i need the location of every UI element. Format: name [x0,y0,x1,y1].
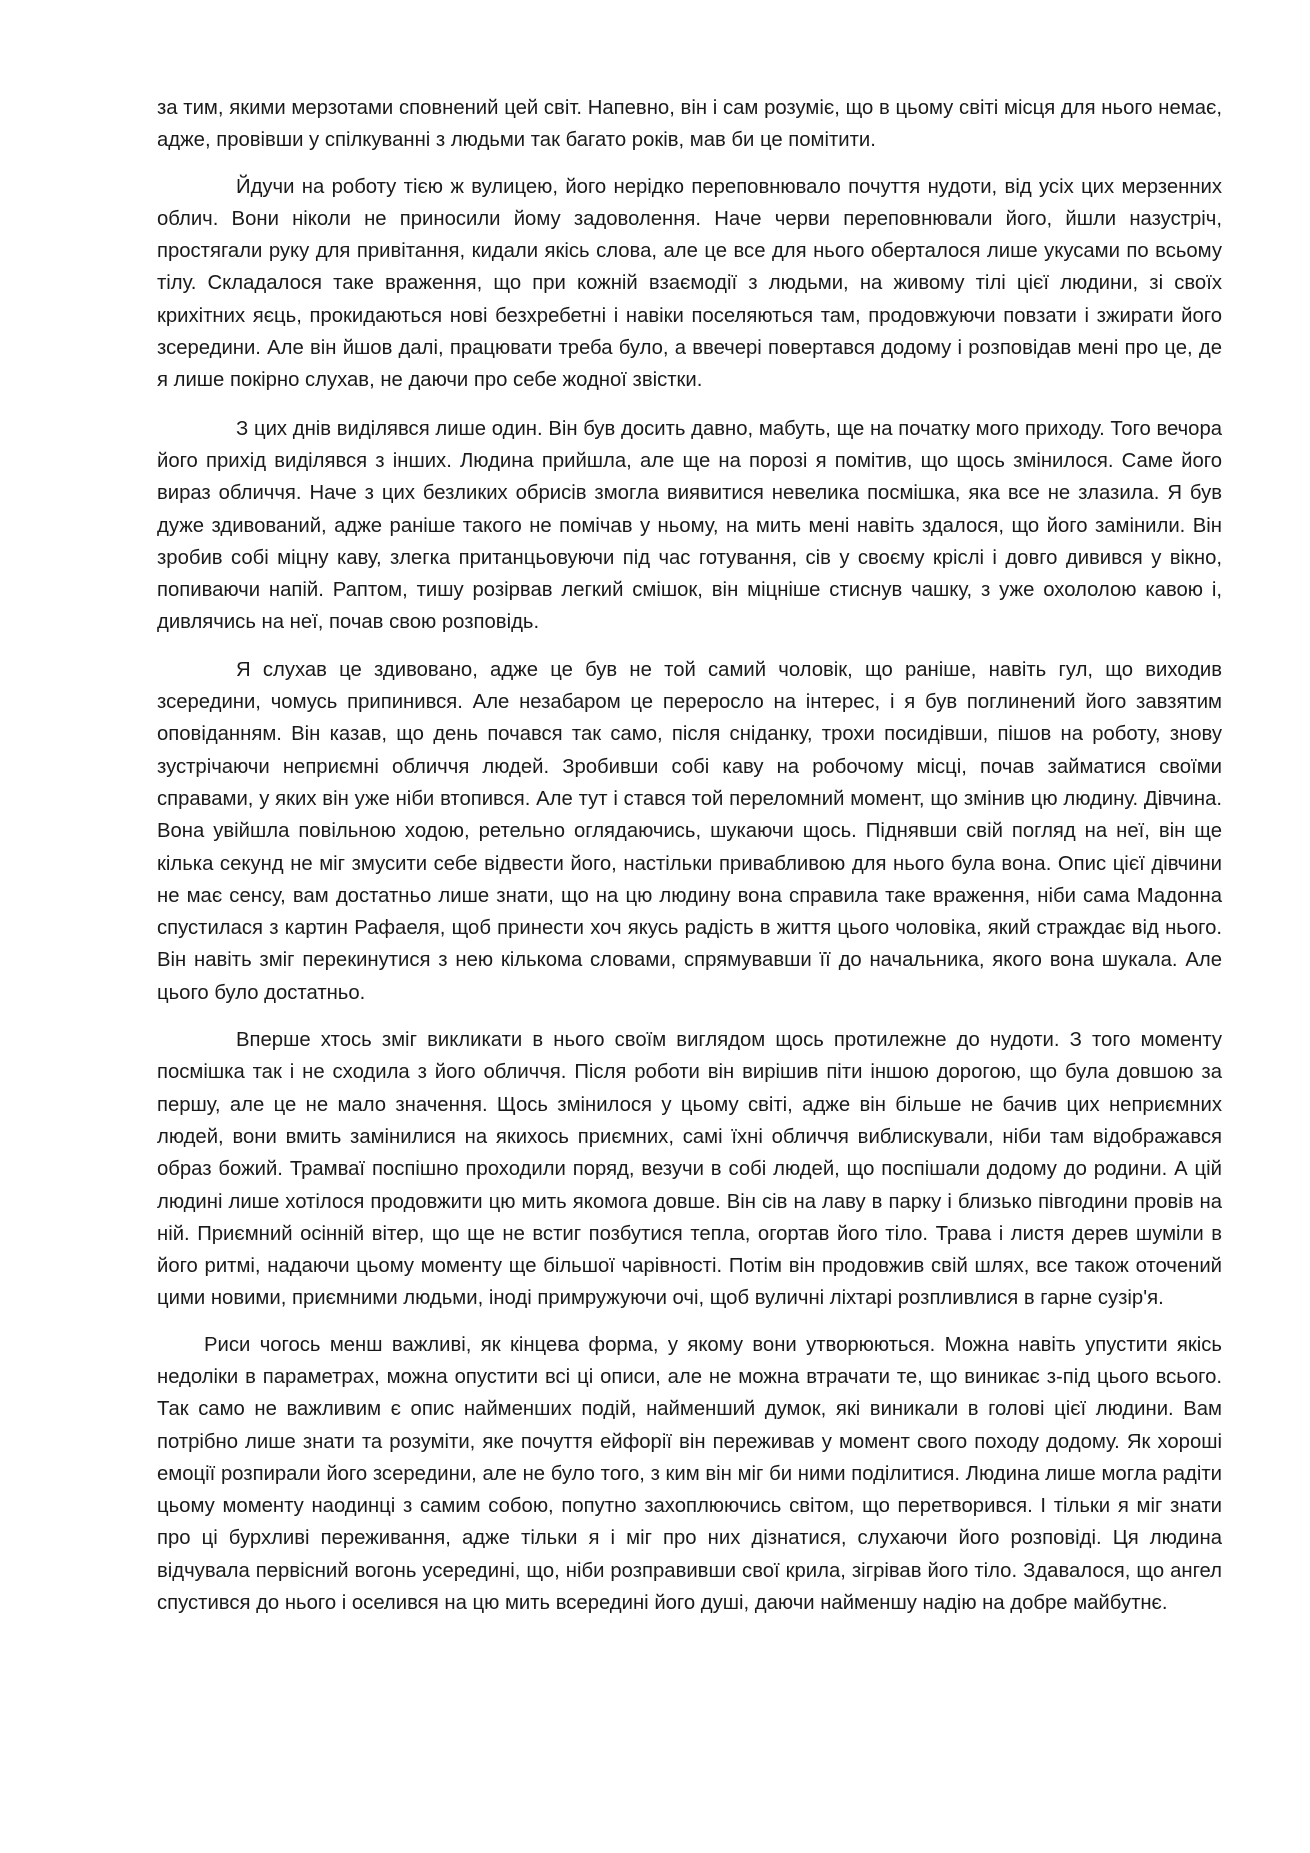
document-page [157,92,1222,1619]
paragraph-2: Йдучи на роботу тією ж вулицею, його нерідко переповнювало почуття нудоти, від усіх цих мерзенних облич. Вони ніколи не приносили йому задоволення. Наче черви переповнювали його, йшли назустріч, простягали руку для привітання, кидали якісь слова, але це все для нього оберталося лише укусами по всьому тілу. Складалося таке враження, що при кожній взаємодії з людьми, на живому тілі цієї людини, зі своїх крихітних яєць, прокидаються нові безхребетні і навіки поселяються там, продовжуючи повзати і зжирати його зсередини. Але він йшов далі, працювати треба було, а ввечері повертався додому і розповідав мені про це, де я лише покірно слухав, не даючи про себе жодної звістки. [157,175,1222,392]
paragraph-5: Вперше хтось зміг викликати в нього своїм виглядом щось протилежне до нудоти. З того моменту посмішка так і не сходила з його обличчя. Після роботи він вирішив піти іншою дорогою, що була довшою за першу, але це не мало значення. Щось змінилося у цьому світі, адже він більше не бачив цих неприємних людей, вони вмить замінилися на якихось приємних, самі їхні обличчя виблискували, ніби там відображався образ божий. Трамваї поспішно проходили поряд, везучи в собі людей, що поспішали додому до родини. А цій людині лише хотілося продовжити цю мить якомога довше. Він сів на лаву в парку і близько півгодини провів на ній. Приємний осінній вітер, що ще не встиг позбутися тепла, огортав його тіло. Трава і листя дерев шуміли в його ритмі, надаючи цьому моменту ще більшої чарівності. Потім він продовжив свій шлях, все також оточений цими новими, приємними людьми, іноді примружуючи очі, щоб вуличні ліхтарі розпливлися в гарне сузір'я. [157,1029,1222,1310]
paragraph-6: Риси чогось менш важливі, як кінцева форма, у якому вони утворюються. Можна навіть упустити якісь недоліки в параметрах, можна опустити всі ці описи, але не можна втрачати те, що виникає з-під цього всього. Так само не важливим є опис найменших подій, найменший думок, які виникали в голові цієї людини. Вам потрібно лише знати та розуміти, яке почуття ейфорії він переживав у момент свого походу додому. Як хороші емоції розпирали його зсередини, але не було того, з ким він міг би ними поділитися. Людина лише могла радіти цьому моменту наодинці з самим собою, попутно захоплюючись світом, що перетворився. І тільки я міг знати про ці бурхливі переживання, адже тільки я і міг про них дізнатися, слухаючи його розповіді. Ця людина відчувала первісний вогонь усередині, що, ніби розправивши свої крила, зігрівав його тіло. Здавалося, що ангел спустився до нього і оселився на цю мить всередині його душі, даючи найменшу надію на добре майбутнє. [157,1333,1222,1615]
paragraph-1: за тим, якими мерзотами сповнений цей світ. Напевно, він і сам розуміє, що в цьому світі місця для нього немає, адже, провівши у спілкуванні з людьми так багато років, мав би це помітити. [157,97,1222,152]
paragraph-4: Я слухав це здивовано, адже це був не той самий чоловік, що раніше, навіть гул, що виходив зсередини, чомусь припинився. Але незабаром це переросло на інтерес, і я був поглинений його завзятим оповіданням. Він казав, що день почався так само, після сніданку, трохи посидівши, пішов на роботу, знову зустрічаючи неприємні обличчя людей. Зробивши собі каву на робочому місці, почав займатися своїми справами, у яких він уже ніби втопився. Але тут і стався той переломний момент, що змінив цю людину. Дівчина. Вона увійшла повільною ходою, ретельно оглядаючись, шукаючи щось. Піднявши свій погляд на неї, він ще кілька секунд не міг змусити себе відвести його, настільки привабливою для нього була вона. Опис цієї дівчини не має сенсу, вам достатньо лише знати, що на цю людину вона справила таке враження, ніби сама Мадонна спустилася з картин Рафаеля, щоб принести хоч якусь радість в життя цього чоловіка, який страждає від нього. Він навіть зміг перекинутися з нею кількома словами, спрямувавши її до начальника, якого вона шукала. Але цього було достатньо. [157,658,1222,1004]
paragraph-3: З цих днів виділявся лише один. Він був досить давно, мабуть, ще на початку мого приходу. Того вечора його прихід виділявся з інших. Людина прийшла, але ще на порозі я помітив, що щось змінилося. Саме його вираз обличчя. Наче з цих безликих обрисів змогла виявитися невелика посмішка, яка все не злазила. Я був дуже здивований, адже раніше такого не помічав у ньому, на мить мені навіть здалося, що його замінили. Він зробив собі міцну каву, злегка пританцьовуючи під час готування, сів у своєму кріслі і довго дивився у вікно, попиваючи напій. Раптом, тишу розірвав легкий смішок, він міцніше стиснув чашку, з уже охололою кавою і, дивлячись на неї, почав свою розповідь. [157,417,1222,634]
